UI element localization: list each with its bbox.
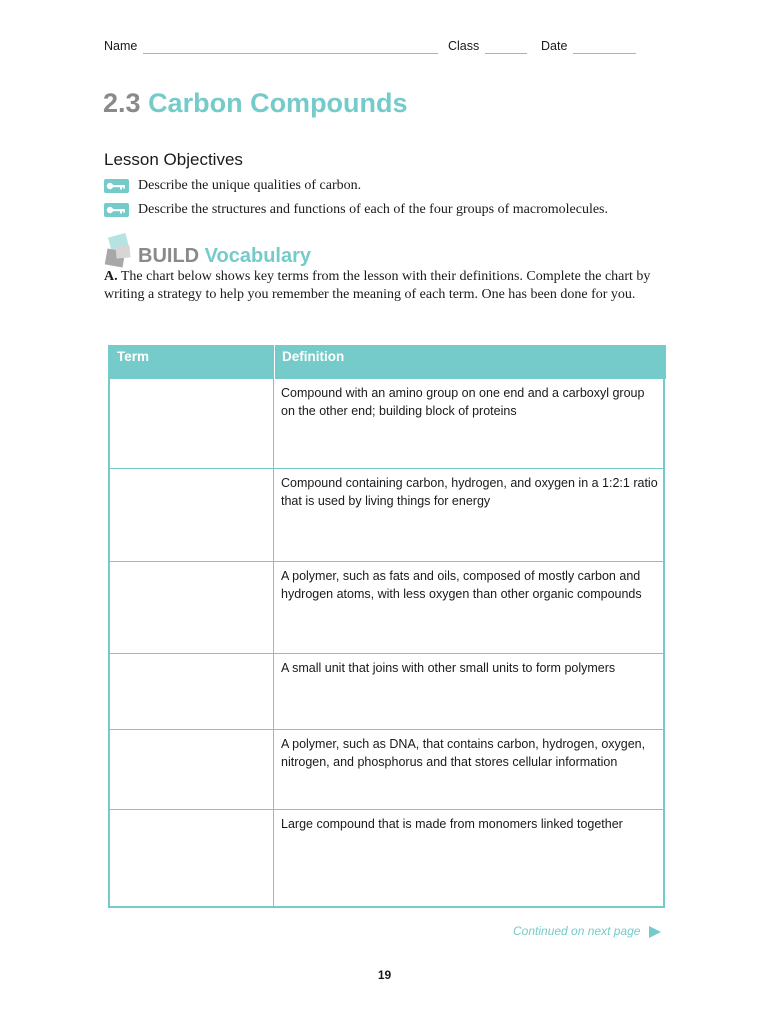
term-cell[interactable]: [110, 379, 274, 468]
build-vocabulary-icon: [104, 232, 138, 270]
page-number: 19: [377, 968, 392, 982]
vocabulary-table: [108, 345, 665, 908]
instructions: [104, 268, 669, 304]
term-cell[interactable]: [110, 469, 274, 561]
term-cell[interactable]: [110, 730, 274, 809]
definition-cell: A polymer, such as DNA, that contains carbon, hydrogen, oxygen, nitrogen, and phosphorus and that stores cellular information: [281, 737, 646, 769]
build-word: BUILD: [138, 245, 200, 267]
definition-cell: A small unit that joins with other small units to form polymers: [281, 661, 616, 675]
class-field[interactable]: [485, 53, 527, 54]
continued-text: Continued on next page: [513, 924, 641, 938]
table-row: [110, 561, 665, 653]
table-row: [110, 653, 665, 729]
section-title: Carbon Compounds: [148, 88, 408, 118]
table-row: [110, 379, 665, 468]
definition-cell: Large compound that is made from monomers linked together: [281, 817, 623, 831]
name-label: Name: [104, 39, 138, 53]
arrow-right-icon: [649, 926, 661, 938]
student-info-header: [104, 39, 664, 59]
table-row: [110, 809, 665, 906]
build-vocabulary-title: [138, 245, 311, 268]
term-cell[interactable]: [110, 810, 274, 906]
class-label: Class: [448, 39, 480, 53]
section-number: 2.3: [103, 88, 141, 118]
definition-cell: Compound containing carbon, hydrogen, and oxygen in a 1:2:1 ratio that is used by living things for energy: [281, 476, 658, 508]
lesson-objectives-heading: Lesson Objectives: [104, 150, 243, 169]
objective-text: Describe the unique qualities of carbon.: [138, 178, 362, 193]
date-label: Date: [541, 39, 568, 53]
table-row: [110, 468, 665, 561]
definition-column-header: Definition: [274, 345, 666, 379]
name-field[interactable]: [143, 53, 438, 54]
term-cell[interactable]: [110, 654, 274, 729]
instruction-label: A.: [104, 269, 118, 284]
definition-cell: Compound with an amino group on one end and a carboxyl group on the other end; building block of proteins: [281, 386, 645, 418]
vocabulary-word: Vocabulary: [204, 245, 312, 267]
date-field[interactable]: [573, 53, 636, 54]
objective-text: Describe the structures and functions of each of the four groups of macromolecules.: [138, 202, 609, 217]
key-icon: [104, 179, 129, 193]
page-title: [103, 88, 408, 119]
term-column-header: Term: [110, 345, 274, 379]
key-icon: [104, 203, 129, 217]
instruction-text: The chart below shows key terms from the lesson with their definitions. Complete the chart by writing a strategy to help you remember the meaning of each term. One has been done for you.: [104, 269, 651, 302]
table-row: [110, 729, 665, 809]
term-cell[interactable]: [110, 562, 274, 653]
definition-cell: A polymer, such as fats and oils, composed of mostly carbon and hydrogen atoms, with less oxygen than other organic compounds: [281, 569, 642, 601]
